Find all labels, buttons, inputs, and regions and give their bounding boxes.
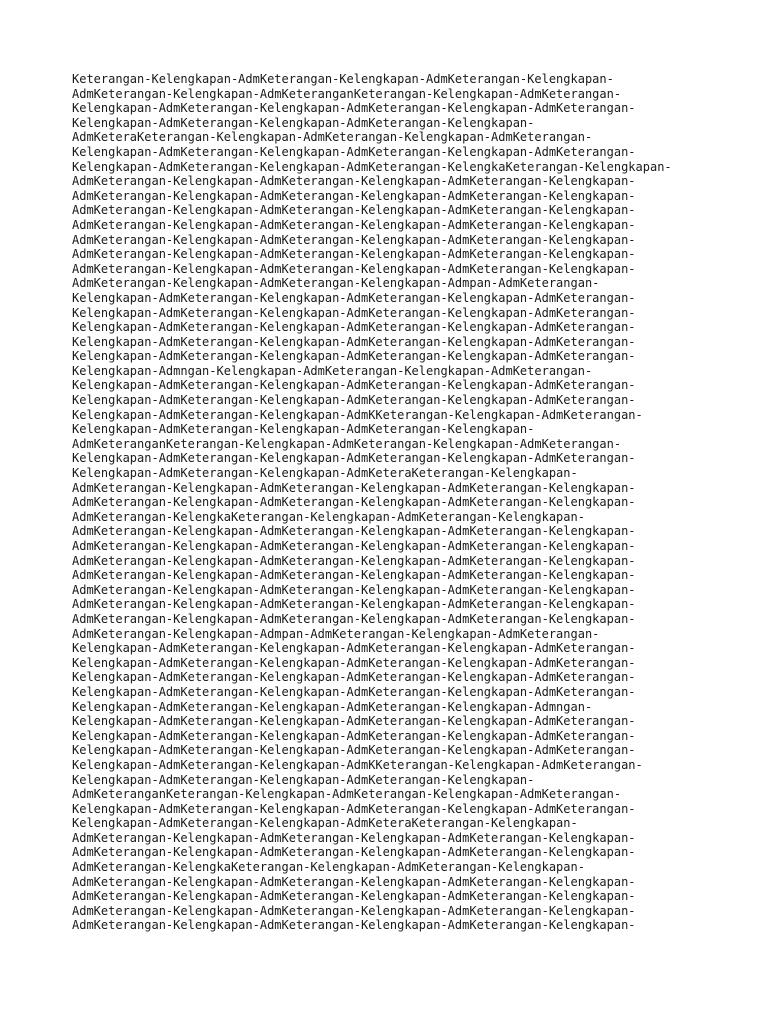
text-line: AdmKeterangan-Kelengkapan-AdmKeterangan-Kelengkapan-AdmKeterangan-Kelengkapan-: [72, 611, 636, 626]
text-line: Kelengkapan-AdmKeterangan-Kelengkapan-AdmKeterangan-Kelengkapan-AdmKeterangan-: [72, 305, 636, 320]
text-line: AdmKeterangan-Kelengkapan-AdmKeterangan-Kelengkapan-AdmKeterangan-Kelengkapan-: [72, 830, 636, 845]
text-line: Kelengkapan-AdmKeterangan-Kelengkapan-AdmKeterangan-Kelengkapan-AdmKeterangan-: [72, 451, 636, 466]
text-line: Keterangan-Kelengkapan-AdmKeterangan-Kelengkapan-AdmKeterangan-Kelengkapan-: [72, 72, 614, 86]
text-line: AdmKeterangan-Kelengkapan-AdmKeterangan-Kelengkapan-AdmKeterangan-Kelengkapan-: [72, 247, 636, 262]
text-line: Kelengkapan-AdmKeterangan-Kelengkapan-AdmKeterangan-Kelengkapan-AdmKeterangan-: [72, 670, 636, 685]
text-line: AdmKeterangan-Kelengkapan-AdmKeterangan-Kelengkapan-AdmKeterangan-Kelengkapan-: [72, 524, 636, 539]
text-line: AdmKeterangan-Kelengkapan-AdmKeterangan-Kelengkapan-AdmKeterangan-Kelengkapan-: [72, 174, 636, 189]
text-line: AdmKeterangan-Kelengkapan-AdmKeterangan-Kelengkapan-AdmKeterangan-Kelengkapan-: [72, 217, 636, 232]
text-line: Kelengkapan-Admngan-Kelengkapan-AdmKeterangan-Kelengkapan-AdmKeterangan-: [72, 363, 593, 378]
text-line: AdmKeterangan-Kelengkapan-AdmKeterangan-Kelengkapan-AdmKeterangan-Kelengkapan-: [72, 874, 636, 889]
text-line: Kelengkapan-AdmKeterangan-Kelengkapan-AdmKeterangan-Kelengkapan-AdmKeterangan-: [72, 743, 636, 758]
text-line: AdmKeteraKeterangan-Kelengkapan-AdmKeterangan-Kelengkapan-AdmKeterangan-: [72, 130, 593, 145]
text-line: AdmKeterangan-Kelengkapan-AdmKeterangan-Kelengkapan-AdmKeterangan-Kelengkapan-: [72, 903, 636, 918]
text-line: AdmKeterangan-Kelengkapan-AdmKeterangan-Kelengkapan-AdmKeterangan-Kelengkapan-: [72, 889, 636, 904]
text-line: Kelengkapan-AdmKeterangan-Kelengkapan-AdmKeterangan-Kelengkapan-AdmKeterangan-: [72, 801, 636, 816]
text-line: Kelengkapan-AdmKeterangan-Kelengkapan-AdmKeterangan-Kelengkapan-: [72, 115, 535, 130]
text-line: Kelengkapan-AdmKeterangan-Kelengkapan-AdmKeterangan-Kelengkapan-: [72, 772, 535, 787]
text-line: AdmKeterangan-Kelengkapan-AdmKeterangan-Kelengkapan-AdmKeterangan-Kelengkapan-: [72, 261, 636, 276]
text-line: AdmKeterangan-Kelengkapan-AdmKeterangan-Kelengkapan-AdmKeterangan-Kelengkapan-: [72, 203, 636, 218]
text-line: Kelengkapan-AdmKeterangan-Kelengkapan-AdmKeterangan-Kelengkapan-Admngan-: [72, 699, 593, 714]
text-line: Kelengkapan-AdmKeterangan-Kelengkapan-AdmKeterangan-Kelengkapan-: [72, 422, 535, 437]
text-line: Kelengkapan-AdmKeterangan-Kelengkapan-AdmKeterangan-Kelengkapan-AdmKeterangan-: [72, 684, 636, 699]
text-line: Kelengkapan-AdmKeterangan-Kelengkapan-AdmKeterangan-Kelengkapan-AdmKeterangan-: [72, 728, 636, 743]
text-line: AdmKeterangan-Kelengkapan-AdmKeteranganKeterangan-Kelengkapan-AdmKeterangan-: [72, 86, 622, 101]
text-line: AdmKeterangan-KelengkaKeterangan-Kelengkapan-AdmKeterangan-Kelengkapan-: [72, 860, 585, 875]
text-line: Kelengkapan-AdmKeterangan-Kelengkapan-AdmKeterangan-Kelengkapan-AdmKeterangan-: [72, 101, 636, 116]
text-line: Kelengkapan-AdmKeterangan-Kelengkapan-AdmKeterangan-Kelengkapan-AdmKeterangan-: [72, 349, 636, 364]
text-line: Kelengkapan-AdmKeterangan-Kelengkapan-AdmKeterangan-KelengkaKeterangan-Kelengkapan-: [72, 159, 672, 174]
text-line: AdmKeterangan-Kelengkapan-AdmKeterangan-Kelengkapan-AdmKeterangan-Kelengkapan-: [72, 597, 636, 612]
text-line: Kelengkapan-AdmKeterangan-Kelengkapan-AdmKeterangan-Kelengkapan-AdmKeterangan-: [72, 393, 636, 408]
text-line: Kelengkapan-AdmKeterangan-Kelengkapan-AdmKeterangan-Kelengkapan-AdmKeterangan-: [72, 144, 636, 159]
text-line: AdmKeterangan-Kelengkapan-AdmKeterangan-Kelengkapan-AdmKeterangan-Kelengkapan-: [72, 553, 636, 568]
text-line: AdmKeterangan-Kelengkapan-AdmKeterangan-Kelengkapan-AdmKeterangan-Kelengkapan-: [72, 568, 636, 583]
text-line: AdmKeteranganKeterangan-Kelengkapan-AdmKeterangan-Kelengkapan-AdmKeterangan-: [72, 436, 622, 451]
text-line: Kelengkapan-AdmKeterangan-Kelengkapan-AdmKeterangan-Kelengkapan-AdmKeterangan-: [72, 290, 636, 305]
text-line: AdmKeterangan-Kelengkapan-Admpan-AdmKeterangan-Kelengkapan-AdmKeterangan-: [72, 626, 600, 641]
text-line: Kelengkapan-AdmKeterangan-Kelengkapan-AdmKKeterangan-Kelengkapan-AdmKeterangan-: [72, 407, 643, 422]
text-line: Kelengkapan-AdmKeterangan-Kelengkapan-AdmKeteraKeterangan-Kelengkapan-: [72, 466, 578, 481]
text-line: AdmKeterangan-Kelengkapan-AdmKeterangan-Kelengkapan-AdmKeterangan-Kelengkapan-: [72, 845, 636, 860]
document-body: [72, 72, 732, 933]
text-line: Kelengkapan-AdmKeterangan-Kelengkapan-AdmKeterangan-Kelengkapan-AdmKeterangan-: [72, 655, 636, 670]
text-line: AdmKeterangan-Kelengkapan-AdmKeterangan-Kelengkapan-AdmKeterangan-Kelengkapan-: [72, 495, 636, 510]
text-line: Kelengkapan-AdmKeterangan-Kelengkapan-AdmKeterangan-Kelengkapan-AdmKeterangan-: [72, 334, 636, 349]
text-line: AdmKeterangan-Kelengkapan-AdmKeterangan-Kelengkapan-AdmKeterangan-Kelengkapan-: [72, 918, 636, 933]
text-line: AdmKeterangan-Kelengkapan-AdmKeterangan-Kelengkapan-AdmKeterangan-Kelengkapan-: [72, 582, 636, 597]
text-line: AdmKeterangan-Kelengkapan-AdmKeterangan-Kelengkapan-AdmKeterangan-Kelengkapan-: [72, 539, 636, 553]
text-line: Kelengkapan-AdmKeterangan-Kelengkapan-AdmKeterangan-Kelengkapan-AdmKeterangan-: [72, 378, 636, 393]
text-line: Kelengkapan-AdmKeterangan-Kelengkapan-AdmKeterangan-Kelengkapan-AdmKeterangan-: [72, 641, 636, 656]
text-line: AdmKeterangan-Kelengkapan-AdmKeterangan-Kelengkapan-Admpan-AdmKeterangan-: [72, 276, 600, 291]
text-line: Kelengkapan-AdmKeterangan-Kelengkapan-AdmKeterangan-Kelengkapan-AdmKeterangan-: [72, 320, 636, 335]
text-line: Kelengkapan-AdmKeterangan-Kelengkapan-AdmKKeterangan-Kelengkapan-AdmKeterangan-: [72, 757, 643, 772]
text-line: Kelengkapan-AdmKeterangan-Kelengkapan-AdmKeteraKeterangan-Kelengkapan-: [72, 816, 578, 831]
text-line: AdmKeterangan-Kelengkapan-AdmKeterangan-Kelengkapan-AdmKeterangan-Kelengkapan-: [72, 232, 636, 247]
text-line: Kelengkapan-AdmKeterangan-Kelengkapan-AdmKeterangan-Kelengkapan-AdmKeterangan-: [72, 714, 636, 729]
text-line: AdmKeterangan-Kelengkapan-AdmKeterangan-Kelengkapan-AdmKeterangan-Kelengkapan-: [72, 480, 636, 495]
text-line: AdmKeteranganKeterangan-Kelengkapan-AdmKeterangan-Kelengkapan-AdmKeterangan-: [72, 787, 622, 802]
text-line: AdmKeterangan-Kelengkapan-AdmKeterangan-Kelengkapan-AdmKeterangan-Kelengkapan-: [72, 188, 636, 203]
text-line: AdmKeterangan-KelengkaKeterangan-Kelengkapan-AdmKeterangan-Kelengkapan-: [72, 509, 585, 524]
